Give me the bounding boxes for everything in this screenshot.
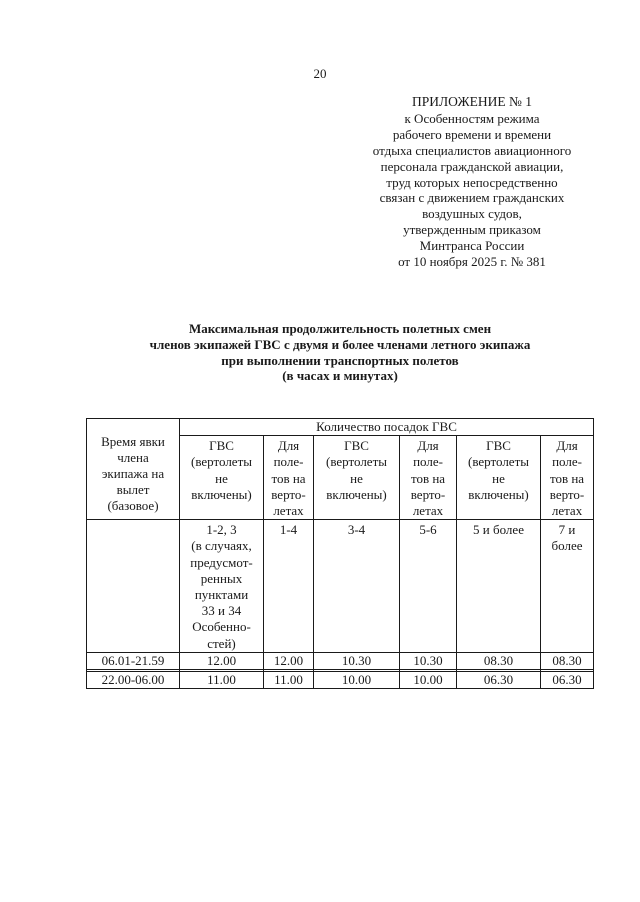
document-title bbox=[90, 321, 590, 384]
col-header-line: тов на bbox=[271, 470, 306, 486]
time-header-line: вылет bbox=[116, 482, 150, 498]
landings-time-empty-cell bbox=[87, 520, 180, 653]
landings-line: 7 и bbox=[558, 522, 576, 538]
time-header-line: Время явки bbox=[101, 433, 165, 449]
appendix-line: воздушных судов, bbox=[422, 206, 522, 222]
appendix-line: труд которых непосредственно bbox=[386, 174, 558, 190]
col-header-line: Для bbox=[556, 438, 578, 454]
title-line: членов экипажей ГВС с двумя и более членами летного экипажа bbox=[149, 336, 531, 352]
landings-cell bbox=[541, 520, 594, 653]
table-row bbox=[87, 652, 594, 669]
title-line: (в часах и минутах) bbox=[282, 368, 398, 384]
col-header-line: (вертолеты bbox=[325, 454, 387, 470]
appendix-line: к Особенностям режима bbox=[404, 110, 540, 126]
col-header-line: верто- bbox=[271, 486, 306, 502]
col-header-line: включены) bbox=[468, 486, 529, 502]
col-header-line: (вертолеты bbox=[190, 454, 252, 470]
landings-cell bbox=[264, 520, 314, 653]
time-header-line: экипажа на bbox=[101, 466, 165, 481]
landings-line: пунктами bbox=[194, 587, 249, 603]
col-header-line: ГВС bbox=[486, 438, 511, 454]
col-header-heli-2 bbox=[400, 436, 457, 520]
landings-cell bbox=[400, 520, 457, 653]
col-header-line: летах bbox=[273, 503, 304, 519]
col-header-line: поле- bbox=[413, 454, 443, 470]
col-header-heli-3 bbox=[541, 436, 594, 520]
landings-line: 5 и более bbox=[473, 522, 524, 538]
col-header-line: поле- bbox=[552, 454, 582, 470]
value-cell: 08.30 bbox=[541, 652, 594, 669]
col-header-line: ГВС bbox=[209, 438, 234, 454]
col-header-line: не bbox=[492, 470, 505, 486]
appendix-line: связан с движением гражданских bbox=[379, 190, 565, 206]
col-header-line: летах bbox=[412, 503, 444, 519]
value-cell: 10.30 bbox=[400, 652, 457, 669]
col-header-line: (вертолеты bbox=[467, 454, 529, 470]
landings-line: 3-4 bbox=[347, 522, 366, 538]
col-header-line: Для bbox=[417, 438, 439, 454]
flight-shift-table bbox=[86, 418, 594, 689]
landings-line: стей) bbox=[207, 635, 236, 651]
landings-line: ренных bbox=[200, 570, 243, 586]
value-cell: 11.00 bbox=[264, 672, 314, 689]
time-cell: 22.00-06.00 bbox=[87, 672, 180, 689]
col-header-line: включены) bbox=[326, 486, 387, 502]
col-header-line: тов на bbox=[549, 470, 585, 486]
appendix-line: рабочего времени и времени bbox=[392, 126, 552, 142]
value-cell: 10.00 bbox=[400, 672, 457, 689]
time-header-cell bbox=[87, 419, 180, 520]
appendix-line: персонала гражданской авиации, bbox=[380, 158, 564, 174]
landings-cell bbox=[180, 520, 264, 653]
appendix-heading: ПРИЛОЖЕНИЕ № 1 bbox=[411, 94, 533, 109]
value-cell: 11.00 bbox=[180, 672, 264, 689]
col-header-line: не bbox=[350, 470, 363, 486]
value-cell: 10.30 bbox=[314, 652, 400, 669]
table-row bbox=[87, 672, 594, 689]
appendix-line: утвержденным приказом bbox=[403, 222, 541, 238]
title-line: Максимальная продолжительность полетных смен bbox=[188, 321, 492, 336]
value-cell: 06.30 bbox=[541, 672, 594, 689]
value-cell: 12.00 bbox=[264, 652, 314, 669]
col-header-line: полe- bbox=[273, 454, 304, 470]
landings-line: Особенно- bbox=[192, 619, 251, 635]
value-cell: 10.00 bbox=[314, 672, 400, 689]
title-line: при выполнении транспортных полетов bbox=[221, 352, 459, 368]
landings-line: 1-4 bbox=[279, 522, 298, 538]
col-header-gvs-2 bbox=[314, 436, 400, 520]
col-header-gvs-1 bbox=[180, 436, 264, 520]
landings-cell bbox=[457, 520, 541, 653]
col-header-line: не bbox=[215, 470, 228, 486]
col-header-line: летах bbox=[551, 503, 583, 519]
time-header-line: члена bbox=[117, 449, 149, 465]
appendix-block bbox=[360, 94, 584, 270]
col-header-line: Для bbox=[277, 438, 300, 454]
landings-line: 5-6 bbox=[419, 522, 437, 538]
landings-line: (в случаях, bbox=[191, 538, 252, 554]
group-header: Количество посадок ГВС bbox=[180, 419, 594, 436]
appendix-line: от 10 ноября 2025 г. № 381 bbox=[398, 254, 546, 270]
page-number: 20 bbox=[313, 66, 327, 81]
value-cell: 06.30 bbox=[457, 672, 541, 689]
landings-line: 1-2, 3 bbox=[206, 522, 237, 538]
col-header-line: ГВС bbox=[344, 438, 369, 454]
col-header-line: тов на bbox=[410, 470, 446, 486]
landings-line: предусмот- bbox=[190, 554, 253, 570]
value-cell: 12.00 bbox=[180, 652, 264, 669]
landings-cell bbox=[314, 520, 400, 653]
appendix-line: Минтранса России bbox=[419, 238, 525, 254]
col-header-heli-1 bbox=[264, 436, 314, 520]
col-header-line: верто- bbox=[410, 486, 446, 502]
appendix-line: отдыха специалистов авиационного bbox=[372, 142, 572, 158]
landings-line: 33 и 34 bbox=[201, 603, 242, 619]
time-cell: 06.01-21.59 bbox=[87, 652, 180, 669]
landings-line: более bbox=[551, 538, 583, 554]
value-cell: 08.30 bbox=[457, 652, 541, 669]
col-header-line: включены) bbox=[191, 486, 252, 502]
time-header-line: (базовое) bbox=[107, 498, 159, 514]
col-header-gvs-3 bbox=[457, 436, 541, 520]
col-header-line: верто- bbox=[549, 486, 585, 502]
